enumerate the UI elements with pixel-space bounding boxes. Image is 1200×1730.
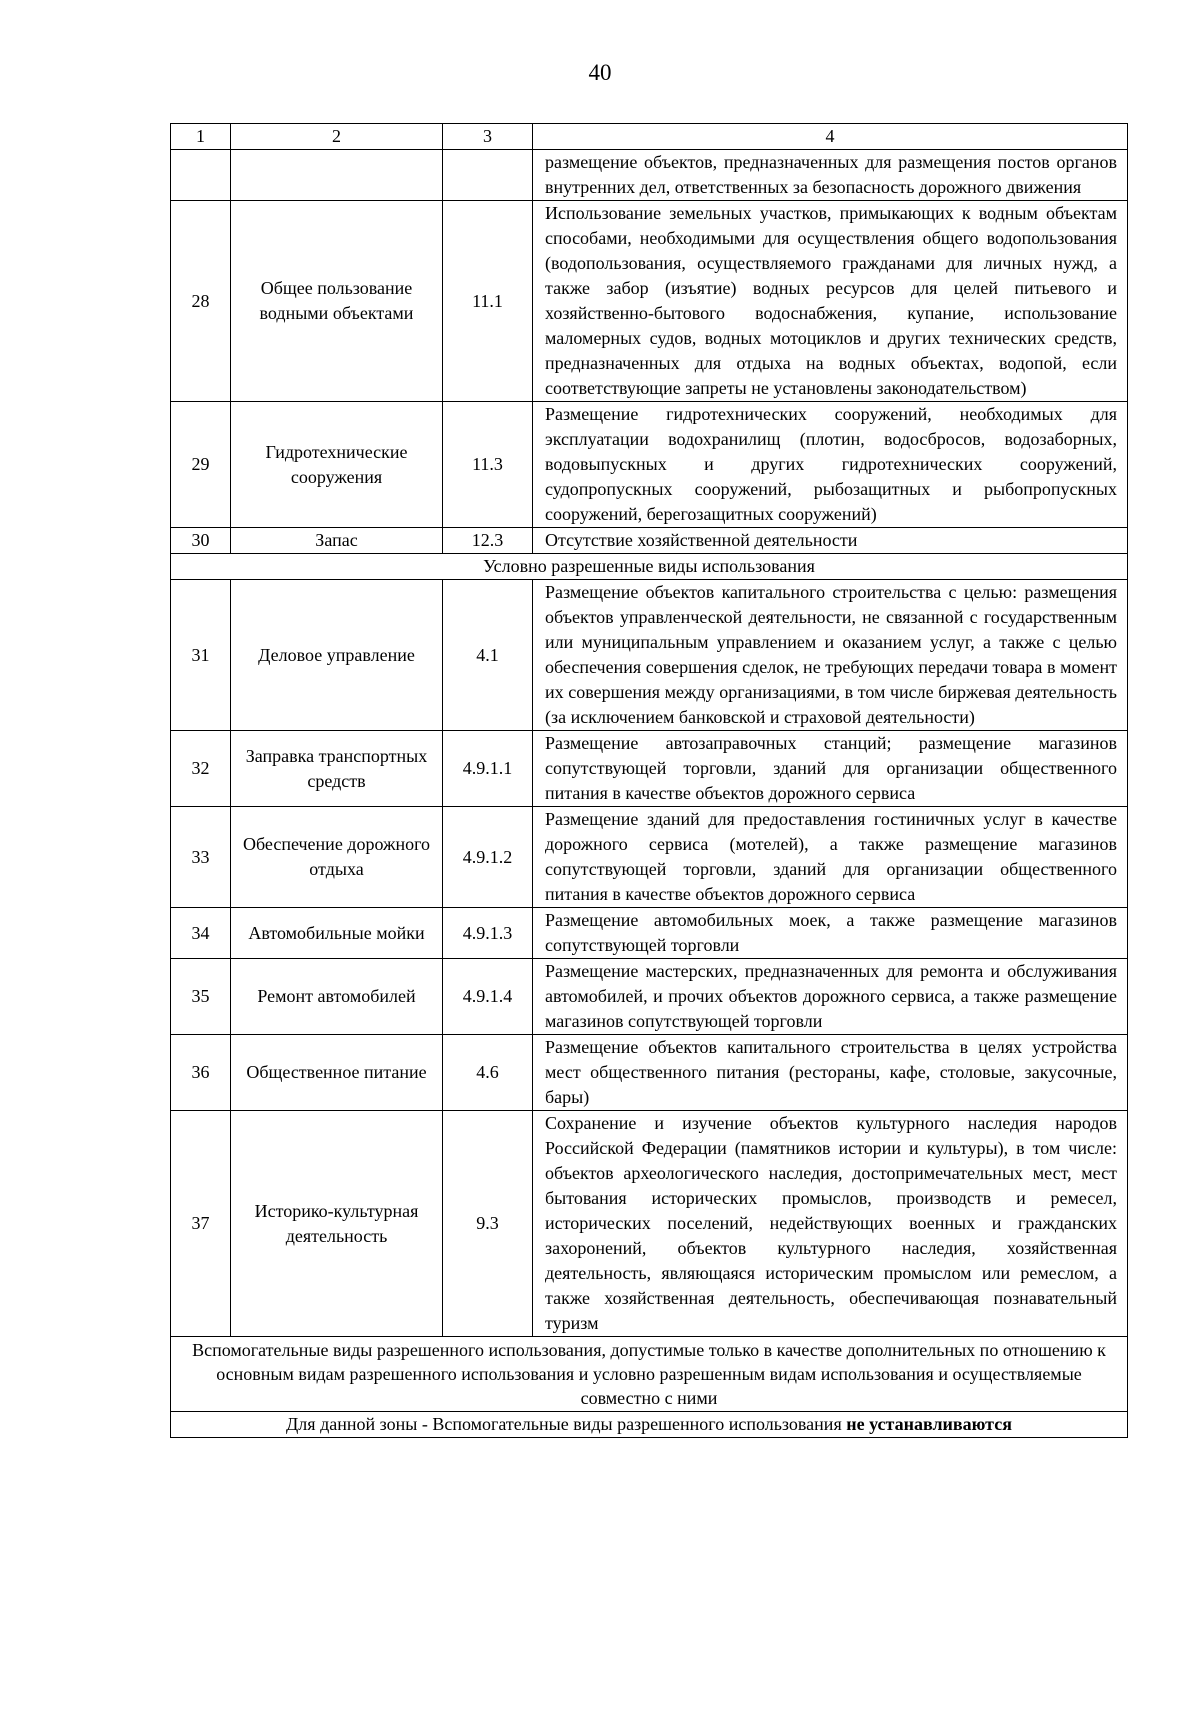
- section-title-auxiliary: Вспомогательные виды разрешенного использования, допустимые только в качестве дополнительных по отношению к основным видам разрешенного использования и условно разрешенным видам использования и осуществляемые совместно с ними: [171, 1337, 1128, 1412]
- section-title-conditional: Условно разрешенные виды использования: [171, 554, 1128, 580]
- land-use-table: [170, 123, 1128, 1438]
- use-type-code: 11.1: [443, 201, 533, 402]
- column-header: 3: [443, 124, 533, 150]
- use-type-description: Размещение объектов капитального строительства с целью: размещения объектов управленческой деятельности, не связанной с государственным или муниципальным управлением и оказанием услуг, а также с целью обеспечения совершения сделок, не требующих передачи товара в момент их совершения между организациями, в том числе биржевая деятельность (за исключением банковской и страховой деятельности): [533, 580, 1128, 731]
- row-number: 35: [171, 959, 231, 1035]
- use-type-code: 4.9.1.2: [443, 807, 533, 908]
- continuation-text: размещение объектов, предназначенных для размещения постов органов внутренних дел, ответственных за безопасность дорожного движения: [533, 150, 1128, 201]
- row-number: 33: [171, 807, 231, 908]
- use-type-name: Общее пользование водными объектами: [231, 201, 443, 402]
- row-number: 30: [171, 528, 231, 554]
- use-type-name: Обеспечение дорожного отдыха: [231, 807, 443, 908]
- use-type-description: Отсутствие хозяйственной деятельности: [533, 528, 1128, 554]
- use-type-description: Размещение гидротехнических сооружений, необходимых для эксплуатации водохранилищ (плотин, водосбросов, водозаборных, водовыпускных и других гидротехнических сооружений, судопропускных сооружений, рыбозащитных и рыбопропускных сооружений, берегозащитных сооружений): [533, 402, 1128, 528]
- final-note-row: [171, 1412, 1128, 1438]
- use-type-description: Сохранение и изучение объектов культурного наследия народов Российской Федерации (памятников истории и культуры), в том числе: объектов археологического наследия, достопримечательных мест, мест бытования исторических промыслов, производств и ремесел, исторических поселений, недействующих военных и гражданских захоронений, объектов культурного наследия, хозяйственная деятельность, являющаяся историческим промыслом или ремеслом, а также хозяйственная деятельность, обеспечивающая познавательный туризм: [533, 1111, 1128, 1337]
- section-row: [171, 1337, 1128, 1412]
- use-type-description: Размещение мастерских, предназначенных для ремонта и обслуживания автомобилей, и прочих объектов дорожного сервиса, а также размещение магазинов сопутствующей торговли: [533, 959, 1128, 1035]
- table-row: [171, 201, 1128, 402]
- use-type-code: 4.9.1.1: [443, 731, 533, 807]
- table-row: [171, 731, 1128, 807]
- use-type-description: Размещение зданий для предоставления гостиничных услуг в качестве дорожного сервиса (мотелей), а также размещение магазинов сопутствующей торговли, зданий для организации общественного питания в качестве объектов дорожного сервиса: [533, 807, 1128, 908]
- use-type-name: Общественное питание: [231, 1035, 443, 1111]
- use-type-name: Деловое управление: [231, 580, 443, 731]
- table-row: [171, 807, 1128, 908]
- use-type-code: 9.3: [443, 1111, 533, 1337]
- use-type-code: 4.9.1.3: [443, 908, 533, 959]
- use-type-code: 4.9.1.4: [443, 959, 533, 1035]
- use-type-name: Запас: [231, 528, 443, 554]
- use-type-description: Использование земельных участков, примыкающих к водным объектам способами, необходимыми для осуществления общего водопользования (водопользования, осуществляемого гражданами для личных нужд, а также забор (изъятие) водных ресурсов для целей питьевого и хозяйственно-бытового водоснабжения, купание, использование маломерных судов, водных мотоциклов и других технических средств, предназначенных для отдыха на водных объектах, водопой, если соответствующие запреты не установлены законодательством): [533, 201, 1128, 402]
- row-number: 37: [171, 1111, 231, 1337]
- table-row: [171, 1111, 1128, 1337]
- column-header: 4: [533, 124, 1128, 150]
- table-row: [171, 580, 1128, 731]
- use-type-code: 4.1: [443, 580, 533, 731]
- table-row: [171, 1035, 1128, 1111]
- continuation-row: [171, 150, 1128, 201]
- use-type-name: Заправка транспортных средств: [231, 731, 443, 807]
- table-header-row: [171, 124, 1128, 150]
- column-header: 2: [231, 124, 443, 150]
- use-type-name: Ремонт автомобилей: [231, 959, 443, 1035]
- use-type-description: Размещение автозаправочных станций; размещение магазинов сопутствующей торговли, зданий для организации общественного питания в качестве объектов дорожного сервиса: [533, 731, 1128, 807]
- use-type-description: Размещение автомобильных моек, а также размещение магазинов сопутствующей торговли: [533, 908, 1128, 959]
- use-type-name: Историко-культурная деятельность: [231, 1111, 443, 1337]
- use-type-code: 4.6: [443, 1035, 533, 1111]
- use-type-code: 11.3: [443, 402, 533, 528]
- column-header: 1: [171, 124, 231, 150]
- use-type-description: Размещение объектов капитального строительства в целях устройства мест общественного питания (рестораны, кафе, столовые, закусочные, бары): [533, 1035, 1128, 1111]
- use-type-name: Гидротехнические сооружения: [231, 402, 443, 528]
- table-row: [171, 528, 1128, 554]
- row-number: 36: [171, 1035, 231, 1111]
- row-number: 32: [171, 731, 231, 807]
- use-type-name: Автомобильные мойки: [231, 908, 443, 959]
- row-number: 29: [171, 402, 231, 528]
- section-row: [171, 554, 1128, 580]
- page-number: 40: [588, 60, 612, 85]
- table-row: [171, 908, 1128, 959]
- row-number: 34: [171, 908, 231, 959]
- table-row: [171, 959, 1128, 1035]
- table-row: [171, 402, 1128, 528]
- row-number: 31: [171, 580, 231, 731]
- final-note-prefix: Для данной зоны - Вспомогательные виды разрешенного использования: [286, 1414, 847, 1434]
- final-note-emphasis: не устанавливаются: [846, 1414, 1012, 1434]
- final-note: [171, 1412, 1128, 1438]
- row-number: 28: [171, 201, 231, 402]
- use-type-code: 12.3: [443, 528, 533, 554]
